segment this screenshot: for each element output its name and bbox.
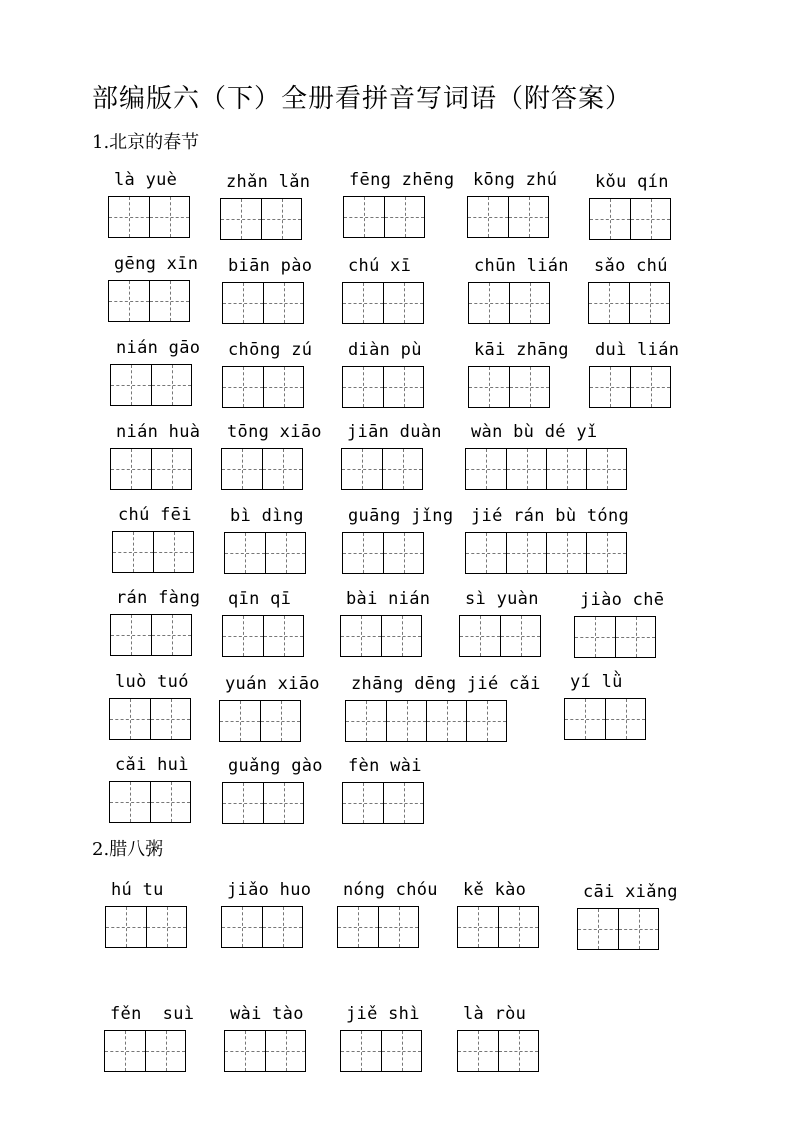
- tianzige-grid: [105, 906, 187, 948]
- writing-cell[interactable]: [590, 199, 630, 239]
- writing-cell[interactable]: [262, 907, 302, 947]
- writing-cell[interactable]: [263, 616, 303, 656]
- tianzige-grid: [222, 615, 304, 657]
- tianzige-grid: [340, 615, 422, 657]
- pinyin-label: duì lián: [595, 340, 680, 360]
- writing-cell[interactable]: [110, 699, 150, 739]
- writing-cell[interactable]: [469, 283, 509, 323]
- writing-cell[interactable]: [382, 449, 422, 489]
- writing-cell[interactable]: [111, 365, 151, 405]
- tianzige-grid: [459, 615, 541, 657]
- writing-cell[interactable]: [578, 909, 618, 949]
- writing-cell[interactable]: [151, 449, 191, 489]
- pinyin-label: là ròu: [463, 1004, 527, 1024]
- writing-cell[interactable]: [109, 197, 149, 237]
- pinyin-label: chú fēi: [118, 505, 192, 525]
- writing-cell[interactable]: [220, 701, 260, 741]
- writing-cell[interactable]: [629, 283, 669, 323]
- writing-cell[interactable]: [509, 283, 549, 323]
- tianzige-grid: [110, 614, 192, 656]
- writing-cell[interactable]: [589, 283, 629, 323]
- writing-cell[interactable]: [346, 701, 386, 741]
- writing-cell[interactable]: [223, 283, 263, 323]
- writing-cell[interactable]: [263, 783, 303, 823]
- tianzige-grid: [342, 366, 424, 408]
- writing-cell[interactable]: [630, 367, 670, 407]
- tianzige-grid: [577, 908, 659, 950]
- writing-cell[interactable]: [149, 281, 189, 321]
- pinyin-label: kōng zhú: [473, 170, 558, 190]
- writing-cell[interactable]: [508, 197, 548, 237]
- pinyin-label: kě kào: [463, 880, 527, 900]
- writing-cell[interactable]: [110, 782, 150, 822]
- writing-cell[interactable]: [223, 616, 263, 656]
- writing-cell[interactable]: [265, 1031, 305, 1071]
- writing-cell[interactable]: [498, 1031, 538, 1071]
- writing-cell[interactable]: [150, 782, 190, 822]
- pinyin-label: nián gāo: [116, 338, 201, 358]
- writing-cell[interactable]: [343, 783, 383, 823]
- writing-cell[interactable]: [381, 1031, 421, 1071]
- writing-cell[interactable]: [383, 367, 423, 407]
- writing-cell[interactable]: [506, 533, 546, 573]
- pinyin-label: qīn qī: [228, 589, 292, 609]
- tianzige-grid: [588, 282, 670, 324]
- writing-cell[interactable]: [381, 616, 421, 656]
- pinyin-label: bì dìng: [230, 506, 304, 526]
- writing-cell[interactable]: [260, 701, 300, 741]
- pinyin-label: zhāng dēng jié cǎi: [351, 674, 541, 694]
- writing-cell[interactable]: [344, 197, 384, 237]
- tianzige-grid: [221, 906, 303, 948]
- pinyin-label: fěn suì: [110, 1004, 195, 1024]
- writing-cell[interactable]: [590, 367, 630, 407]
- pinyin-label: bài nián: [346, 589, 431, 609]
- writing-cell[interactable]: [498, 907, 538, 947]
- writing-cell[interactable]: [466, 449, 506, 489]
- writing-cell[interactable]: [605, 699, 645, 739]
- writing-cell[interactable]: [386, 701, 426, 741]
- writing-cell[interactable]: [109, 281, 149, 321]
- pinyin-label: guǎng gào: [228, 756, 323, 776]
- tianzige-grid: [341, 448, 423, 490]
- pinyin-label: zhǎn lǎn: [226, 172, 311, 192]
- pinyin-label: kǒu qín: [595, 172, 669, 192]
- writing-cell[interactable]: [546, 533, 586, 573]
- tianzige-grid: [468, 366, 550, 408]
- writing-cell[interactable]: [384, 197, 424, 237]
- writing-cell[interactable]: [426, 701, 466, 741]
- writing-cell[interactable]: [546, 449, 586, 489]
- pinyin-label: jiào chē: [580, 590, 665, 610]
- writing-cell[interactable]: [509, 367, 549, 407]
- writing-cell[interactable]: [106, 907, 146, 947]
- tianzige-grid: [468, 282, 550, 324]
- writing-cell[interactable]: [341, 1031, 381, 1071]
- tianzige-grid: [342, 532, 424, 574]
- writing-cell[interactable]: [105, 1031, 145, 1071]
- pinyin-label: jiǎo huo: [227, 880, 312, 900]
- tianzige-grid: [589, 366, 671, 408]
- pinyin-label: kāi zhāng: [474, 340, 569, 360]
- tianzige-grid: [342, 782, 424, 824]
- writing-cell[interactable]: [111, 615, 151, 655]
- writing-cell[interactable]: [469, 367, 509, 407]
- pinyin-label: sì yuàn: [465, 589, 539, 609]
- pinyin-label: là yuè: [114, 170, 178, 190]
- pinyin-label: sǎo chú: [594, 256, 668, 276]
- tianzige-grid: [574, 616, 656, 658]
- pinyin-label: yí lǜ: [570, 672, 623, 692]
- tianzige-grid: [108, 280, 190, 322]
- tianzige-grid: [110, 448, 192, 490]
- writing-cell[interactable]: [383, 533, 423, 573]
- writing-cell[interactable]: [586, 533, 626, 573]
- section-heading-2: 2.腊八粥: [92, 839, 164, 860]
- tianzige-grid: [457, 1030, 539, 1072]
- writing-cell[interactable]: [225, 1031, 265, 1071]
- pinyin-label: rán fàng: [116, 588, 201, 608]
- pinyin-label: guāng jǐng: [348, 506, 454, 526]
- writing-cell[interactable]: [466, 701, 506, 741]
- pinyin-label: nián huà: [116, 422, 201, 442]
- writing-cell[interactable]: [338, 907, 378, 947]
- pinyin-label: cǎi huì: [115, 755, 189, 775]
- writing-cell[interactable]: [263, 367, 303, 407]
- pinyin-label: jiān duàn: [347, 422, 442, 442]
- writing-cell[interactable]: [151, 615, 191, 655]
- tianzige-grid: [109, 781, 191, 823]
- tianzige-grid: [222, 366, 304, 408]
- writing-cell[interactable]: [341, 616, 381, 656]
- writing-cell[interactable]: [378, 907, 418, 947]
- tianzige-grid: [465, 532, 627, 574]
- writing-cell[interactable]: [615, 617, 655, 657]
- writing-cell[interactable]: [575, 617, 615, 657]
- tianzige-grid: [337, 906, 419, 948]
- writing-cell[interactable]: [460, 616, 500, 656]
- pinyin-label: wài tào: [230, 1004, 304, 1024]
- tianzige-grid: [109, 698, 191, 740]
- writing-cell[interactable]: [466, 533, 506, 573]
- writing-cell[interactable]: [468, 197, 508, 237]
- pinyin-label: luò tuó: [115, 672, 189, 692]
- writing-cell[interactable]: [383, 283, 423, 323]
- pinyin-label: hú tu: [111, 880, 164, 900]
- writing-cell[interactable]: [630, 199, 670, 239]
- tianzige-grid: [589, 198, 671, 240]
- writing-cell[interactable]: [506, 449, 546, 489]
- writing-cell[interactable]: [586, 449, 626, 489]
- writing-cell[interactable]: [342, 449, 382, 489]
- writing-cell[interactable]: [343, 283, 383, 323]
- tianzige-grid: [222, 782, 304, 824]
- tianzige-grid: [221, 448, 303, 490]
- writing-cell[interactable]: [145, 1031, 185, 1071]
- writing-cell[interactable]: [151, 365, 191, 405]
- writing-cell[interactable]: [565, 699, 605, 739]
- pinyin-label: chūn lián: [474, 256, 569, 276]
- writing-cell[interactable]: [458, 907, 498, 947]
- writing-cell[interactable]: [111, 449, 151, 489]
- pinyin-label: fēng zhēng: [349, 170, 455, 190]
- pinyin-label: fèn wài: [348, 756, 422, 776]
- pinyin-label: tōng xiāo: [227, 422, 322, 442]
- writing-cell[interactable]: [500, 616, 540, 656]
- pinyin-label: cāi xiǎng: [583, 882, 678, 902]
- tianzige-grid: [219, 700, 301, 742]
- writing-cell[interactable]: [222, 449, 262, 489]
- pinyin-label: jié rán bù tóng: [471, 506, 630, 526]
- writing-cell[interactable]: [261, 199, 301, 239]
- pinyin-label: biān pào: [228, 256, 313, 276]
- writing-cell[interactable]: [222, 907, 262, 947]
- writing-cell[interactable]: [149, 197, 189, 237]
- writing-cell[interactable]: [146, 907, 186, 947]
- tianzige-grid: [465, 448, 627, 490]
- writing-cell[interactable]: [223, 783, 263, 823]
- pinyin-label: wàn bù dé yǐ: [471, 422, 598, 442]
- writing-cell[interactable]: [265, 533, 305, 573]
- writing-cell[interactable]: [150, 699, 190, 739]
- pinyin-label: nóng chóu: [343, 880, 438, 900]
- writing-cell[interactable]: [263, 283, 303, 323]
- tianzige-grid: [110, 364, 192, 406]
- pinyin-label: chú xī: [348, 256, 412, 276]
- writing-cell[interactable]: [223, 367, 263, 407]
- tianzige-grid: [564, 698, 646, 740]
- writing-cell[interactable]: [113, 532, 153, 572]
- tianzige-grid: [345, 700, 507, 742]
- tianzige-grid: [104, 1030, 186, 1072]
- section-heading-1: 1.北京的春节: [92, 132, 200, 153]
- writing-cell[interactable]: [383, 783, 423, 823]
- pinyin-label: chōng zú: [228, 340, 313, 360]
- writing-cell[interactable]: [343, 533, 383, 573]
- tianzige-grid: [222, 282, 304, 324]
- pinyin-label: jiě shì: [346, 1004, 420, 1024]
- tianzige-grid: [224, 532, 306, 574]
- writing-cell[interactable]: [618, 909, 658, 949]
- pinyin-label: yuán xiāo: [225, 674, 320, 694]
- writing-cell[interactable]: [458, 1031, 498, 1071]
- tianzige-grid: [340, 1030, 422, 1072]
- tianzige-grid: [457, 906, 539, 948]
- writing-cell[interactable]: [221, 199, 261, 239]
- writing-cell[interactable]: [262, 449, 302, 489]
- tianzige-grid: [224, 1030, 306, 1072]
- writing-cell[interactable]: [343, 367, 383, 407]
- tianzige-grid: [467, 196, 549, 238]
- tianzige-grid: [343, 196, 425, 238]
- tianzige-grid: [108, 196, 190, 238]
- writing-cell[interactable]: [225, 533, 265, 573]
- tianzige-grid: [112, 531, 194, 573]
- pinyin-label: diàn pù: [348, 340, 422, 360]
- writing-cell[interactable]: [153, 532, 193, 572]
- tianzige-grid: [220, 198, 302, 240]
- page-title: 部编版六（下）全册看拼音写词语（附答案）: [92, 84, 633, 114]
- tianzige-grid: [342, 282, 424, 324]
- pinyin-label: gēng xīn: [114, 254, 199, 274]
